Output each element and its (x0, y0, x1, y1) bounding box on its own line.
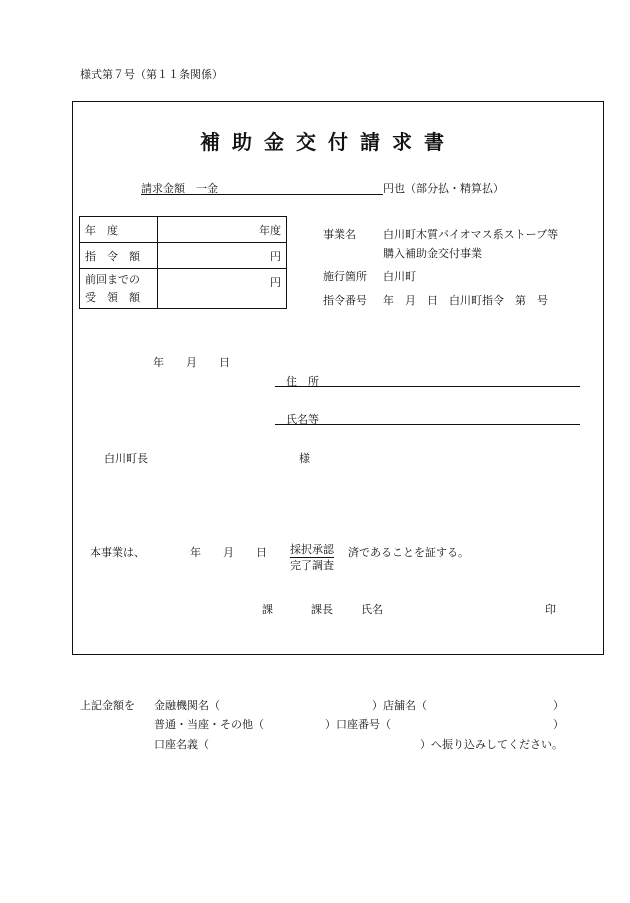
amount-info-table (79, 216, 287, 309)
bank-name-open: 金融機関名（ (154, 699, 220, 712)
previous-received-label-line2: 受 領 額 (85, 290, 140, 304)
applicant-name-underline (275, 424, 580, 425)
order-number-label: 指令番号 (323, 294, 367, 307)
request-amount-suffix: 円也（部分払・精算払） (383, 182, 504, 195)
project-name-line1: 白川町木質バイオマス系ストーブ等 (383, 228, 559, 241)
certification-prefix: 本事業は、 (90, 546, 145, 559)
branch-name-close: ） (553, 699, 564, 712)
order-amount-label: 指 令 額 (80, 243, 158, 269)
account-holder-open: 口座名義（ (154, 738, 209, 751)
signature-name: 氏名 (361, 603, 383, 616)
seal-mark: 印 (545, 603, 556, 616)
certification-option-completed: 完了調査 (290, 559, 334, 572)
address-label: 住 所 (286, 375, 319, 388)
fiscal-year-label: 年 度 (80, 217, 158, 243)
request-amount-label: 請求金額 一金 (141, 182, 218, 195)
certification-suffix: 済であることを証する。 (348, 546, 469, 559)
place-value: 白川町 (383, 270, 416, 283)
order-number-value: 年 月 日 白川町指令 第 号 (383, 294, 548, 307)
project-name-line2: 購入補助金交付事業 (383, 247, 482, 260)
account-number-close: ） (553, 718, 564, 731)
order-amount-value: 円 (158, 243, 287, 269)
previous-received-label (80, 269, 158, 309)
form-number: 様式第７号（第１１条関係） (80, 68, 223, 81)
account-type-open: 普通・当座・その他（ (154, 718, 264, 731)
addressee: 白川町長 (104, 452, 148, 465)
certification-option-adopted: 採択承認 (290, 543, 334, 556)
table-row (80, 269, 287, 309)
project-name-label: 事業名 (323, 228, 356, 241)
table-row (80, 217, 287, 243)
application-date: 年 月 日 (153, 356, 230, 369)
signature-chief: 課長 (311, 603, 333, 616)
applicant-name-label: 氏名等 (286, 413, 319, 426)
transfer-instruction: ）へ振り込みしてください。 (420, 738, 563, 751)
certification-date: 年 月 日 (190, 546, 267, 559)
branch-name-open: ）店舗名（ (372, 699, 427, 712)
place-label: 施行箇所 (323, 270, 367, 283)
bank-lead: 上記金額を (80, 699, 135, 712)
form-title: 補助金交付請求書 (200, 130, 456, 154)
honorific: 様 (299, 452, 310, 465)
signature-dept: 課 (262, 603, 273, 616)
previous-received-label-line1: 前回までの (85, 272, 140, 286)
previous-received-value: 円 (158, 269, 287, 309)
table-row (80, 243, 287, 269)
fiscal-year-value: 年度 (158, 217, 287, 243)
address-underline (275, 386, 580, 387)
account-number-open: ）口座番号（ (325, 718, 391, 731)
request-amount-underline (141, 194, 383, 195)
